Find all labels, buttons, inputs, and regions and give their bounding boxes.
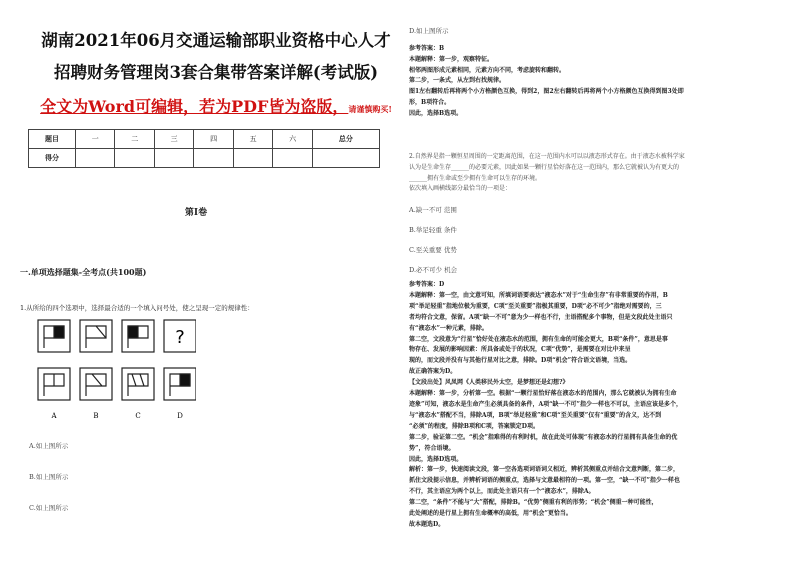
answer-line: “必须”的程度，排除B项和C项，答案锁定D项。 (409, 422, 539, 430)
score-cell[interactable] (233, 149, 272, 168)
label-a: A (51, 412, 57, 420)
answer-line: 【文段出处】风凤网《人类移民外太空，是梦想还是幻想?》 (409, 379, 569, 387)
question-1-stem: 1.从所给的四个选项中，选择最合适的一个填入问号处，使之呈现一定的规律性： (20, 304, 254, 312)
answer-line: 图1左右翻转后再将两个小方格颜色互换，得到2，图2左右翻转后再将两个小方格颜色互换得到图3处即 (409, 88, 684, 96)
answer-line: 参考答案：B (409, 45, 445, 52)
score-cell: 二 (115, 130, 154, 149)
answer-line: 现的，而文段并没有与其他行星对比之意，排除。D项“机会”符合语文语境，当选。 (409, 357, 632, 365)
q2-option-d[interactable]: D.必不可少 机会 (409, 266, 458, 274)
score-cell: 五 (233, 130, 272, 149)
answer-line: 本题解释：第一步，分析第一空。根据“一颗行星恰好落在液态水的范围内，那么它就被认为拥有生命 (409, 390, 677, 398)
answer-line: 故本题选D。 (409, 520, 445, 528)
answer-line: 本题解释：第一步，观察特征。 (409, 55, 494, 63)
answer-line: 因此，选择D选项。 (409, 455, 463, 463)
answer-line: 本题解释：第一空，由文意可知，所填词语要表达“液态水”对于“生命生存”有非常重要的作用，B (409, 291, 668, 299)
promo-banner (20, 94, 412, 117)
option-box-c (122, 368, 154, 400)
score-table (28, 129, 380, 168)
q1-option-c[interactable]: C.如上图所示 (29, 504, 69, 512)
q2-option-c[interactable]: C.至关重要 优势 (409, 246, 457, 254)
score-cell: 总分 (312, 130, 379, 149)
question-line: 认为是生命生存______的必要元素，因此如果一颗行星恰好落在这一范围内，那么它就被认为有更大的 (409, 163, 680, 171)
figure-box-2 (80, 320, 112, 352)
question-line: ______拥有生命或至少拥有生命可以生存的环境。 (409, 174, 542, 182)
answer-line: 故正确答案为D。 (409, 368, 457, 376)
label-b: B (93, 412, 99, 420)
question-2-stem (409, 152, 779, 195)
answer-line: 因此，选择B选项。 (409, 109, 463, 117)
answer-line: 项“举足轻重”指地位极为重要，C项“至关重要”指极其重要，D项“必不可少”指绝对需要的，三 (409, 302, 662, 310)
answer-line: 物存在、发展的影响因素：所具备或处于的状况，C项“优势”，是需要在对比中来呈 (409, 346, 631, 354)
answer-line: 第二步，验证第二空。“机会”指难得的有利时机，故在此处可体现“有液态水的行星拥有具备生命的优 (409, 433, 678, 441)
answer-line: 有“液态水”一种元素，排除。 (409, 324, 488, 332)
answer-line: 第二步，一条式，从左到右找规律。 (409, 77, 506, 85)
section-heading: 一.单项选择题集-全考点(共100题) (20, 267, 147, 277)
score-cell[interactable] (194, 149, 233, 168)
document-title-line1: 湖南2021年06月交通运输部职业资格中心人才 (41, 31, 391, 50)
answer-line: 此处阐述的是行星上拥有生命概率的高低，用“机会”更恰当。 (409, 510, 572, 518)
score-cell[interactable] (76, 149, 115, 168)
answer-line: 抓住文段提示信息，并辨析词语的侧重点，选择与文意最相符的一项。第一空，“缺一不可”指少一样也 (409, 477, 680, 485)
promo-text: 全文为Word可编辑，若为PDF皆为盗版， (40, 97, 349, 116)
promo-warning: 请谨慎购买! (348, 104, 392, 114)
score-cell[interactable] (273, 149, 312, 168)
q2-option-a[interactable]: A.缺一不可 范围 (409, 206, 457, 214)
score-cell: 一 (76, 130, 115, 149)
score-cell: 三 (154, 130, 193, 149)
answer-line: 第二空，文段意为“行星”恰好处在液态水的范围，拥有生命的可能会更大，B项“条件”，意思是事 (409, 335, 668, 343)
answer-line: 形，B项符合。 (409, 98, 451, 106)
answer-line: 不行，其主语应为两个以上，而此处主语只有一个“液态水”，排除A。 (409, 488, 595, 496)
score-cell: 得分 (29, 149, 76, 168)
q2-option-b[interactable]: B.举足轻重 条件 (409, 226, 457, 234)
answer-2-block (409, 280, 779, 531)
score-cell: 题目 (29, 130, 76, 149)
q1-option-a[interactable]: A.如上图所示 (29, 442, 69, 450)
label-d: D (177, 412, 183, 420)
question-1-figure (36, 318, 196, 428)
score-cell: 四 (194, 130, 233, 149)
question-mark: ? (175, 327, 185, 348)
label-c: C (135, 412, 141, 420)
answer-line: 迹象”可知，液态水是生命产生必须具备的条件，A项“缺一不可”指少一样也不可以，主语应该是多个， (409, 400, 683, 408)
question-line: 依次填入画横线部分最恰当的一项是： (409, 185, 512, 193)
answer-line: 第二空，“条件”不能与“大”搭配，排除B。“优势”侧重有利的形势；“机会”侧重一种可能性， (409, 499, 658, 507)
score-cell[interactable] (115, 149, 154, 168)
score-cell: 六 (273, 130, 312, 149)
document-title-line2: 招聘财务管理岗3套合集带答案详解(考试版) (53, 63, 379, 82)
score-table-score-row (29, 149, 380, 168)
score-cell[interactable] (154, 149, 193, 168)
question-line: 2.自然界是指一颗恒星周围的一定距离范围，在这一范围内水可以以液态形式存在。由于液态水被科学家 (409, 153, 685, 160)
answer-line: 与“液态水”搭配不当，排除A项，B项“举足轻重”和C项“至关重要”仅有“重要”的含义，达不到 (409, 411, 662, 419)
answer-line: 势”，符合语境。 (409, 444, 455, 452)
volume-heading: 第I卷 (184, 208, 208, 218)
answer-line: 相邻两图形成元素相同，元素方向不同，考虑旋转和翻转。 (409, 66, 566, 74)
answer-line: 者均符合文意，保留。A项“缺一不可”意为少一样也不行，主语搭配多个事物，但是文段此处主语只 (409, 313, 673, 321)
answer-line: 解析：第一步，快速阅读文段，第一空各选项词语词义相近，辨析其侧重点并结合文意判断，第二步， (409, 466, 680, 474)
score-cell[interactable] (312, 149, 379, 168)
answer-line: 参考答案：D (409, 281, 445, 288)
answer-1-block (409, 44, 779, 120)
q1-option-b[interactable]: B.如上图所示 (29, 473, 69, 481)
q1-option-d[interactable]: D.如上图所示 (409, 27, 449, 35)
option-box-b (80, 368, 112, 400)
score-table-header-row (29, 130, 380, 149)
